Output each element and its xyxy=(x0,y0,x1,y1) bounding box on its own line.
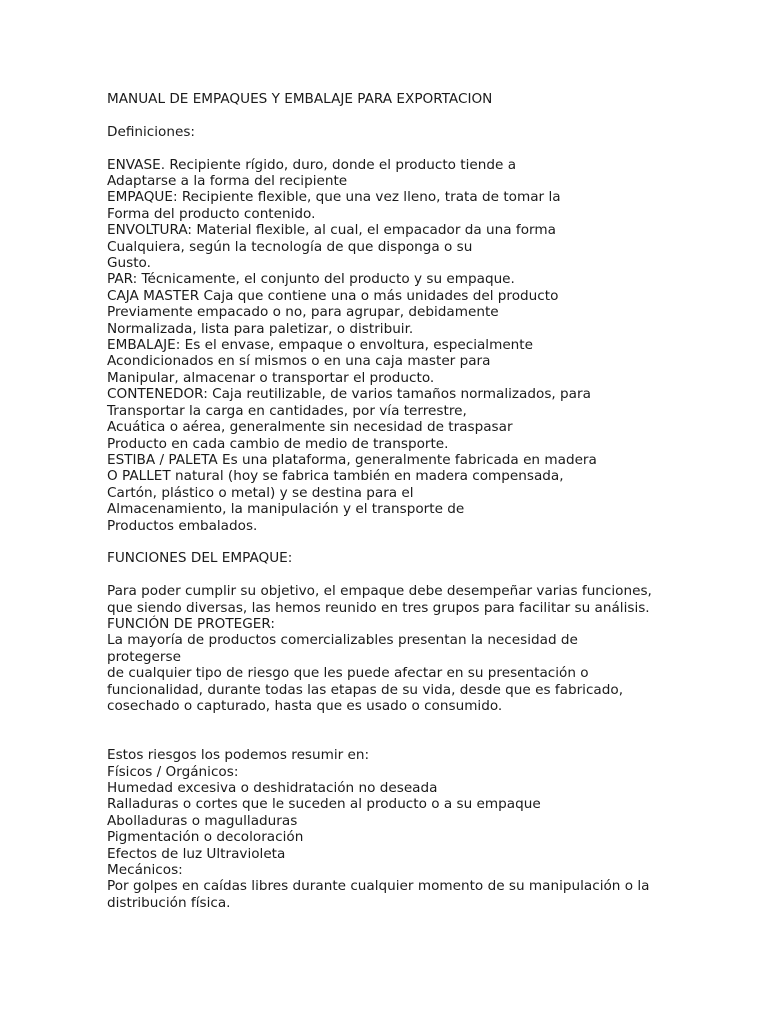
definition-line: CAJA MASTER Caja que contiene una o más unidades del producto xyxy=(107,287,559,304)
functions-heading: FUNCIONES DEL EMPAQUE: xyxy=(107,550,293,567)
paragraph-line: FUNCIÓN DE PROTEGER: xyxy=(107,615,275,632)
risk-line: Mecánicos: xyxy=(107,862,183,879)
definition-line: Acuática o aérea, generalmente sin necesidad de traspasar xyxy=(107,419,513,436)
paragraph-line: La mayoría de productos comercializables presentan la necesidad de xyxy=(107,632,578,649)
risk-line: Pigmentación o decoloración xyxy=(107,829,304,846)
risk-line: Abolladuras o magulladuras xyxy=(107,812,298,829)
paragraph-line: Para poder cumplir su objetivo, el empaque debe desempeñar varias funciones, xyxy=(107,583,652,600)
definition-line: Almacenamiento, la manipulación y el transporte de xyxy=(107,501,465,518)
definition-line: EMPAQUE: Recipiente flexible, que una vez lleno, trata de tomar la xyxy=(107,189,561,206)
risk-line: Físicos / Orgánicos: xyxy=(107,763,239,780)
paragraph-line: funcionalidad, durante todas las etapas de su vida, desde que es fabricado, xyxy=(107,681,624,698)
risk-line: Humedad excesiva o deshidratación no deseada xyxy=(107,779,438,796)
risk-line: Estos riesgos los podemos resumir en: xyxy=(107,747,370,764)
definitions-block xyxy=(107,157,707,534)
paragraph-line: de cualquier tipo de riesgo que les puede afectar en su presentación o xyxy=(107,665,589,682)
risk-line: Por golpes en caídas libres durante cualquier momento de su manipulación o la xyxy=(107,878,650,895)
definition-line: EMBALAJE: Es el envase, empaque o envoltura, especialmente xyxy=(107,337,533,354)
document-page xyxy=(107,91,707,911)
paragraph-line: cosechado o capturado, hasta que es usado o consumido. xyxy=(107,697,503,714)
definitions-heading: Definiciones: xyxy=(107,123,195,140)
definition-line: Cartón, plástico o metal) y se destina para el xyxy=(107,484,414,501)
definition-line: Productos embalados. xyxy=(107,517,258,534)
definition-line: Gusto. xyxy=(107,255,151,272)
definition-line: Producto en cada cambio de medio de transporte. xyxy=(107,435,449,452)
definition-line: Acondicionados en sí mismos o en una caja master para xyxy=(107,353,491,370)
paragraph-line: protegerse xyxy=(107,648,181,665)
definition-line: Manipular, almacenar o transportar el producto. xyxy=(107,369,435,386)
definition-line: ENVOLTURA: Material flexible, al cual, el empacador da una forma xyxy=(107,222,556,239)
definition-line: Previamente empacado o no, para agrupar, debidamente xyxy=(107,304,499,321)
risk-line: Efectos de luz Ultravioleta xyxy=(107,845,286,862)
definition-line: ESTIBA / PALETA Es una plataforma, generalmente fabricada en madera xyxy=(107,451,597,468)
risk-line: Ralladuras o cortes que le suceden al producto o a su empaque xyxy=(107,796,541,813)
definition-line: ENVASE. Recipiente rígido, duro, donde el producto tiende a xyxy=(107,156,517,173)
definition-line: Adaptarse a la forma del recipiente xyxy=(107,173,348,189)
definition-line: CONTENEDOR: Caja reutilizable, de varios tamaños normalizados, para xyxy=(107,386,591,403)
paragraph-line: que siendo diversas, las hemos reunido en tres grupos para facilitar su análisis. xyxy=(107,599,650,616)
definition-line: O PALLET natural (hoy se fabrica también en madera compensada, xyxy=(107,468,564,485)
definition-line: Cualquiera, según la tecnología de que disponga o su xyxy=(107,238,473,255)
definition-line: PAR: Técnicamente, el conjunto del producto y su empaque. xyxy=(107,271,515,288)
definition-line: Normalizada, lista para paletizar, o distribuir. xyxy=(107,320,414,337)
risks-block xyxy=(107,747,707,911)
definition-line: Transportar la carga en cantidades, por vía terrestre, xyxy=(107,402,467,419)
definition-line: Forma del producto contenido. xyxy=(107,205,316,222)
document-title: MANUAL DE EMPAQUES Y EMBALAJE PARA EXPORTACION xyxy=(107,91,493,107)
risk-line: distribución física. xyxy=(107,894,231,911)
functions-paragraph xyxy=(107,583,707,714)
